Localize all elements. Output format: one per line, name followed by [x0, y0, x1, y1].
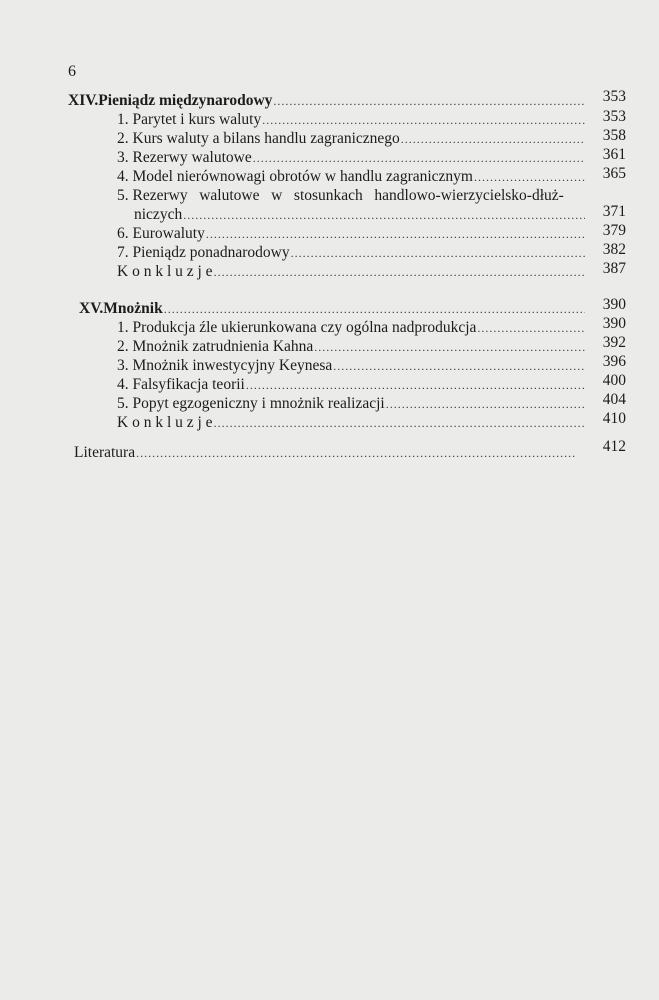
toc-entry — [117, 395, 588, 413]
toc-entry — [117, 319, 588, 337]
bibliography-page: 412 — [602, 438, 626, 455]
toc-entry — [117, 225, 588, 243]
toc-entry-page: 353 — [602, 108, 626, 125]
toc-entry-label: 6. Eurowaluty — [117, 225, 205, 242]
toc-entry-label: 3. Mnożnik inwestycyjny Keynesa — [117, 357, 333, 374]
leader-dots — [401, 130, 585, 148]
chapter-number: XV. — [79, 300, 104, 317]
toc-entry-page: 382 — [602, 241, 626, 258]
toc-entry-continuation — [134, 206, 588, 224]
toc-entry-label: 7. Pieniądz ponadnarodowy — [117, 244, 290, 261]
leader-dots — [246, 376, 585, 394]
toc-entry-page: 371 — [602, 203, 626, 220]
chapter-title: Mnożnik — [103, 300, 163, 317]
toc-entry — [117, 338, 588, 356]
toc-entry — [117, 244, 588, 262]
toc-entry-page: 404 — [602, 391, 626, 408]
toc-entry-page: 400 — [602, 372, 626, 389]
toc-entry-label: 1. Produkcja źle ukierunkowana czy ogólna nadprodukcja — [117, 319, 477, 336]
toc-entry-label: 5. Popyt egzogeniczny i mnożnik realizacji — [117, 395, 385, 412]
leader-dots — [136, 444, 577, 462]
toc-entry-label: K o n k l u z j e — [117, 414, 213, 431]
toc-entry-page: 358 — [602, 127, 626, 144]
toc-entry-page: 396 — [602, 353, 626, 370]
toc-entry-label: 4. Falsyfikacja teorii — [117, 376, 245, 393]
toc-entry-page: 365 — [602, 165, 626, 182]
page-number: 6 — [68, 63, 76, 80]
toc-entry-label: 2. Kurs waluty a bilans handlu zagranicznego — [117, 130, 400, 147]
leader-dots — [183, 206, 585, 224]
toc-entry — [117, 168, 588, 186]
leader-dots — [477, 319, 585, 337]
toc-entry-label: 4. Model nierównowagi obrotów w handlu zagranicznym — [117, 168, 473, 185]
toc-entry-page: 387 — [602, 260, 626, 277]
leader-dots — [314, 338, 585, 356]
toc-entry-page: 390 — [602, 315, 626, 332]
toc-entry — [117, 357, 588, 375]
toc-entry-label: 1. Parytet i kurs waluty — [117, 111, 262, 128]
chapter-page: 390 — [602, 296, 626, 313]
toc-entry — [117, 149, 588, 167]
leader-dots — [291, 244, 585, 262]
leader-dots — [253, 149, 585, 167]
toc-entry-label: 2. Mnożnik zatrudnienia Kahna — [117, 338, 314, 355]
chapter-number: XIV. — [68, 92, 99, 109]
toc-entry — [117, 376, 588, 394]
bibliography-entry — [74, 444, 580, 462]
toc-entry — [117, 187, 597, 205]
leader-dots — [262, 111, 585, 129]
toc-entry — [117, 111, 588, 129]
toc-entry-label: 5. Rezerwy walutowe w stosunkach handlowo-wierzycielsko-dłuż- — [117, 187, 564, 204]
bibliography-label: Literatura — [74, 444, 136, 461]
leader-dots — [164, 300, 585, 318]
chapter-title: Pieniądz międzynarodowy — [98, 92, 273, 109]
leader-dots — [206, 225, 585, 243]
toc-entry — [117, 263, 588, 281]
leader-dots — [273, 92, 585, 110]
leader-dots — [474, 168, 585, 186]
toc-entry-label: 3. Rezerwy walutowe — [117, 149, 252, 166]
leader-dots — [333, 357, 585, 375]
toc-entry — [117, 130, 588, 148]
chapter-heading — [68, 92, 588, 110]
toc-entry-page: 361 — [602, 146, 626, 163]
leader-dots — [214, 263, 585, 281]
toc-entry-page: 379 — [602, 222, 626, 239]
chapter-heading — [79, 300, 588, 318]
leader-dots — [214, 414, 585, 432]
toc-entry-label-continuation: niczych — [134, 206, 183, 223]
toc-entry — [117, 414, 588, 432]
toc-entry-page: 392 — [602, 334, 626, 351]
toc-entry-label: K o n k l u z j e — [117, 263, 213, 280]
leader-dots — [386, 395, 585, 413]
chapter-page: 353 — [602, 88, 626, 105]
toc-entry-page: 410 — [602, 410, 626, 427]
